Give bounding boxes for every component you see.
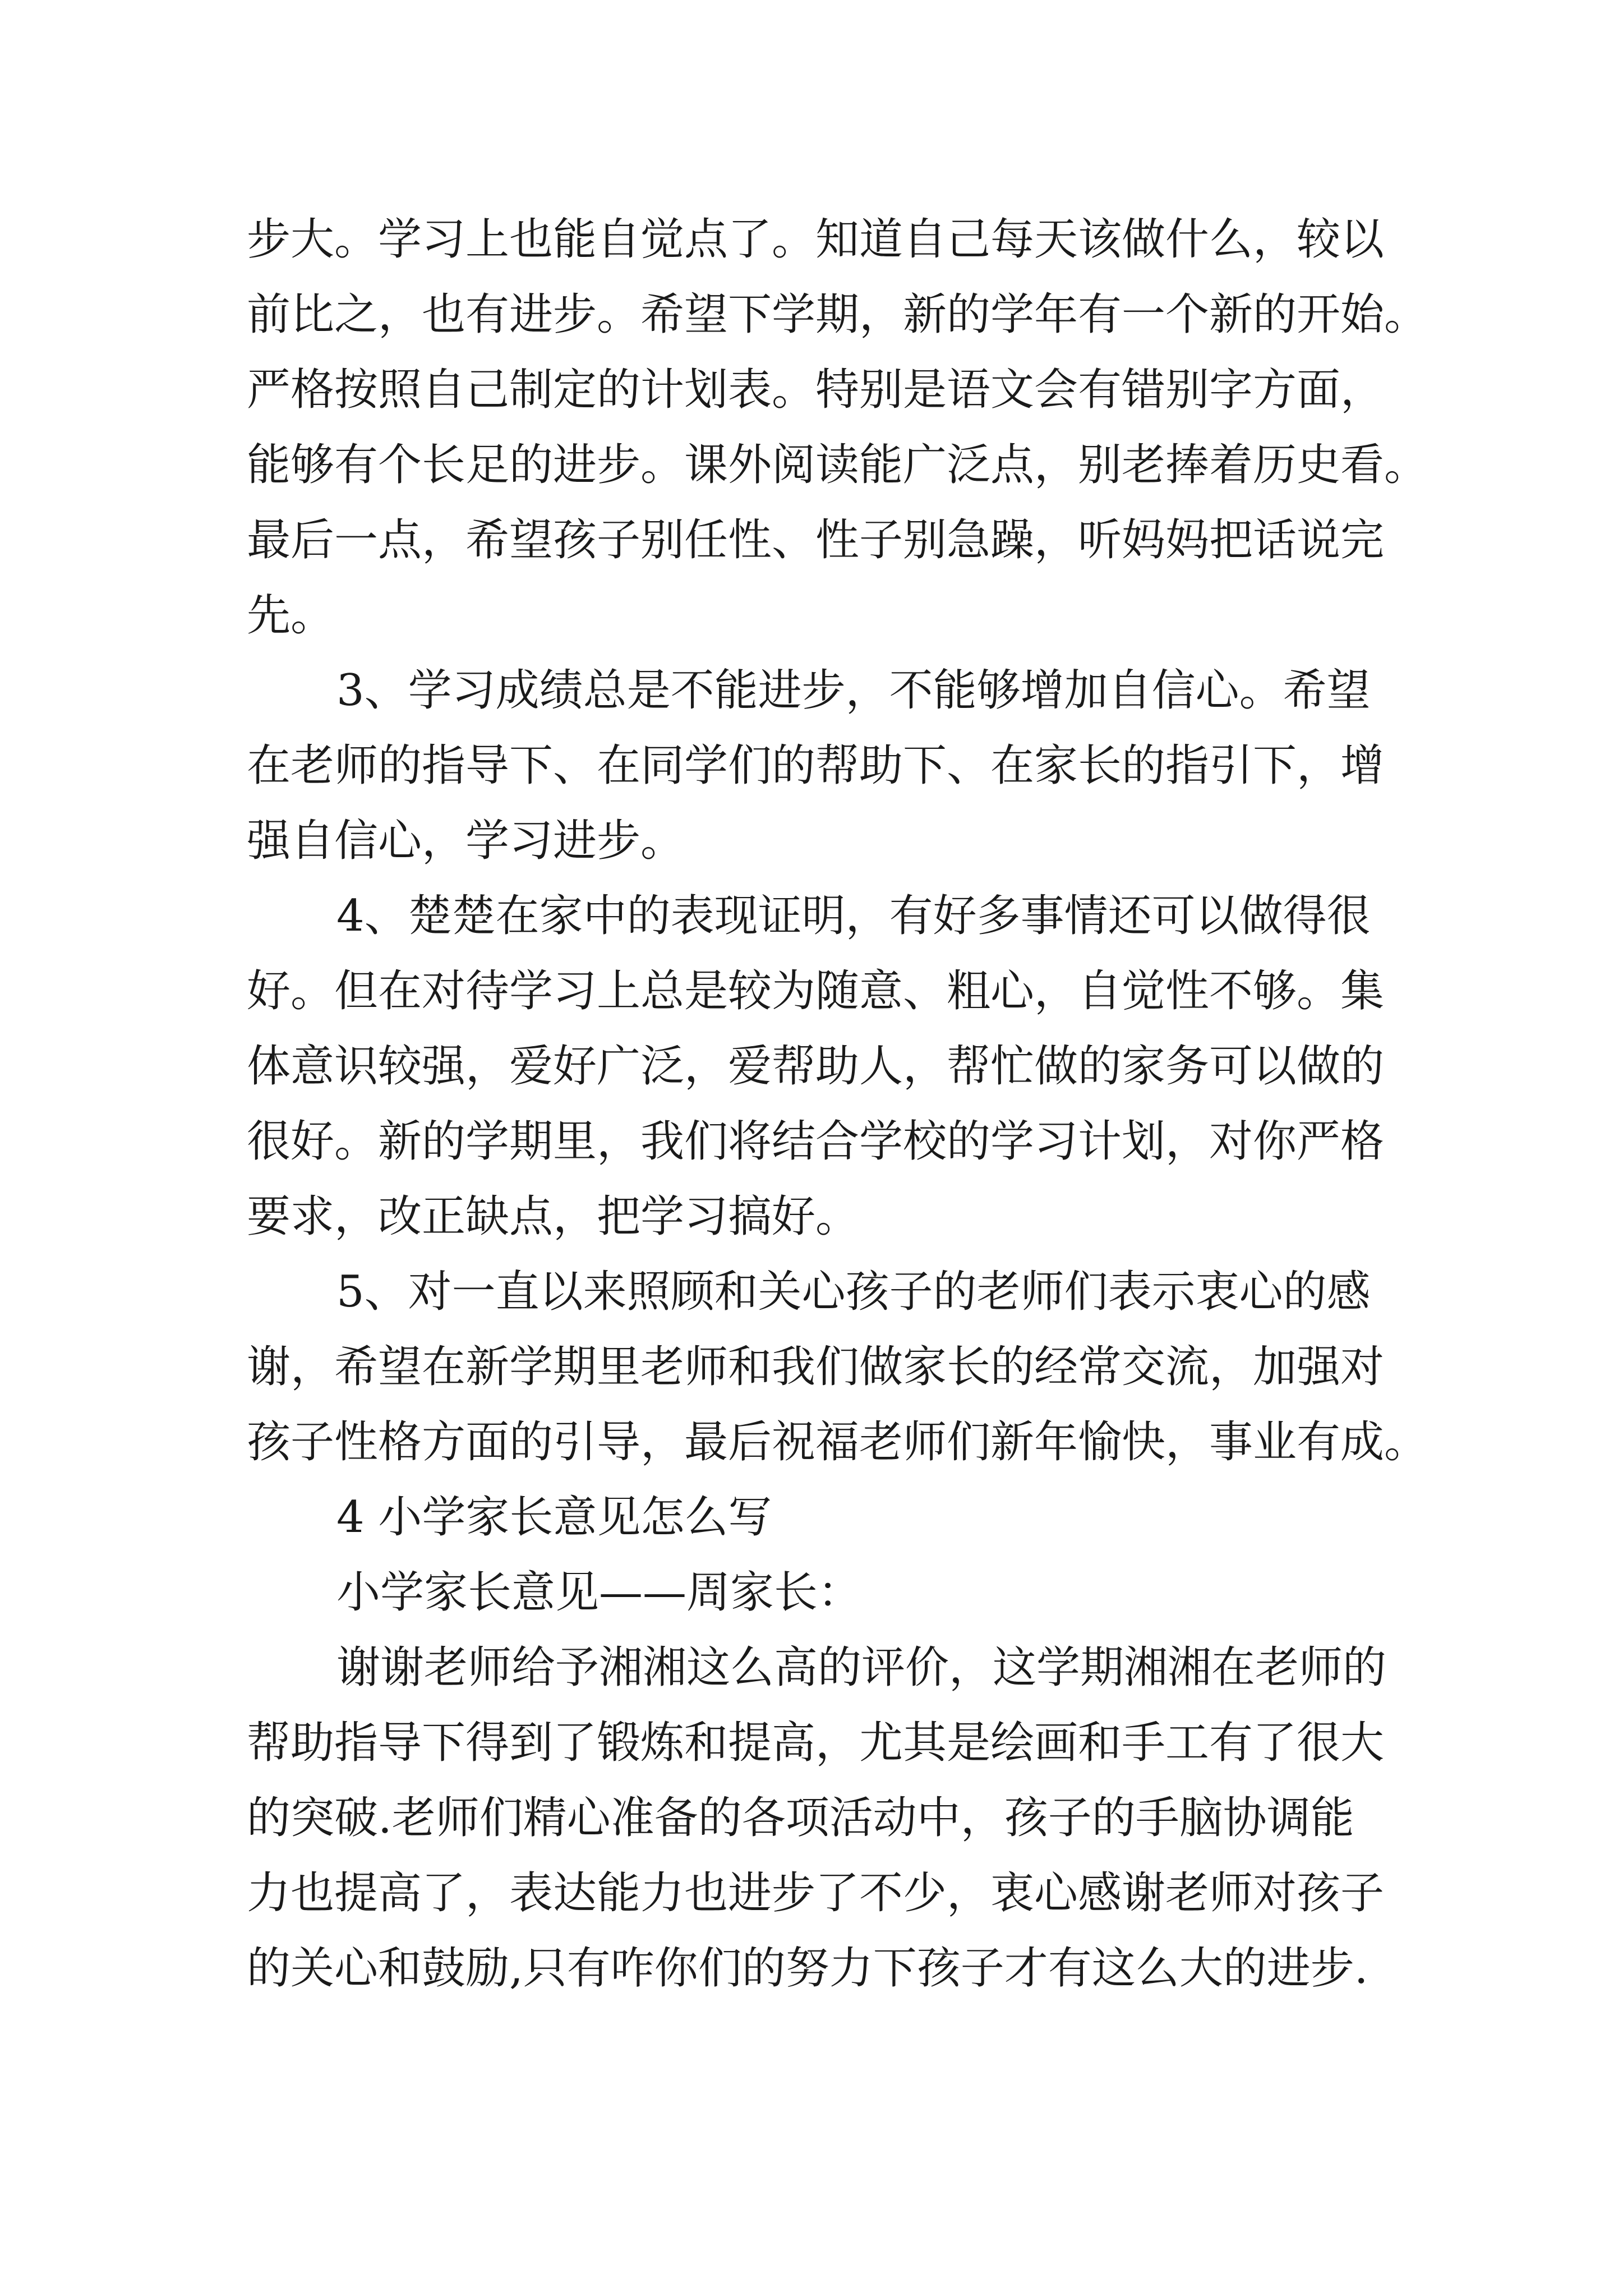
text-line: 在老师的指导下、在同学们的帮助下、在家长的指引下，增	[247, 740, 1385, 791]
text-line: 的关心和鼓励,只有咋你们的努力下孩子才有这么大的进步.	[247, 1943, 1368, 1994]
text-line: 先。	[247, 590, 335, 641]
text-line: 强自信心，学习进步。	[247, 816, 685, 866]
text-line: 谢，希望在新学期里老师和我们做家长的经常交流，加强对	[247, 1342, 1385, 1392]
text-line: 体意识较强，爱好广泛，爱帮助人，帮忙做的家务可以做的	[247, 1041, 1385, 1092]
text-line: 好。但在对待学习上总是较为随意、粗心，自觉性不够。集	[247, 966, 1385, 1016]
text-line: 最后一点，希望孩子别任性、性子别急躁，听妈妈把话说完	[247, 515, 1385, 565]
paragraph-start: 谢谢老师给予湘湘这么高的评价，这学期湘湘在老师的	[336, 1642, 1387, 1693]
subheading: 小学家长意见——周家长：	[336, 1567, 862, 1618]
section-heading: 4 小学家长意见怎么写	[336, 1492, 772, 1543]
text-line: 帮助指导下得到了锻炼和提高，尤其是绘画和手工有了很大	[247, 1718, 1385, 1768]
text-line: 前比之，也有进步。希望下学期，新的学年有一个新的开始。	[247, 289, 1428, 340]
text-line: 孩子性格方面的引导，最后祝福老师们新年愉快，事业有成。	[247, 1417, 1428, 1467]
paragraph-4-start: 4、楚楚在家中的表现证明，有好多事情还可以做得很	[336, 891, 1371, 941]
paragraph-5-start: 5、对一直以来照顾和关心孩子的老师们表示衷心的感	[336, 1267, 1371, 1317]
paragraph-3-start: 3、学习成绩总是不能进步，不能够增加自信心。希望	[336, 665, 1371, 716]
document-body	[247, 202, 1428, 2006]
text-line: 很好。新的学期里，我们将结合学校的学习计划，对你严格	[247, 1116, 1385, 1167]
text-line: 力也提高了，表达能力也进步了不少，衷心感谢老师对孩子	[247, 1868, 1385, 1918]
text-line: 能够有个长足的进步。课外阅读能广泛点，别老捧着历史看。	[247, 440, 1428, 490]
text-line: 步大。学习上也能自觉点了。知道自己每天该做什么，较以	[247, 214, 1385, 265]
text-line: 严格按照自己制定的计划表。特别是语文会有错别字方面，	[247, 365, 1385, 415]
text-line: 要求，改正缺点，把学习搞好。	[247, 1191, 860, 1242]
text-line: 的突破.老师们精心准备的各项活动中，孩子的手脑协调能	[247, 1793, 1354, 1843]
